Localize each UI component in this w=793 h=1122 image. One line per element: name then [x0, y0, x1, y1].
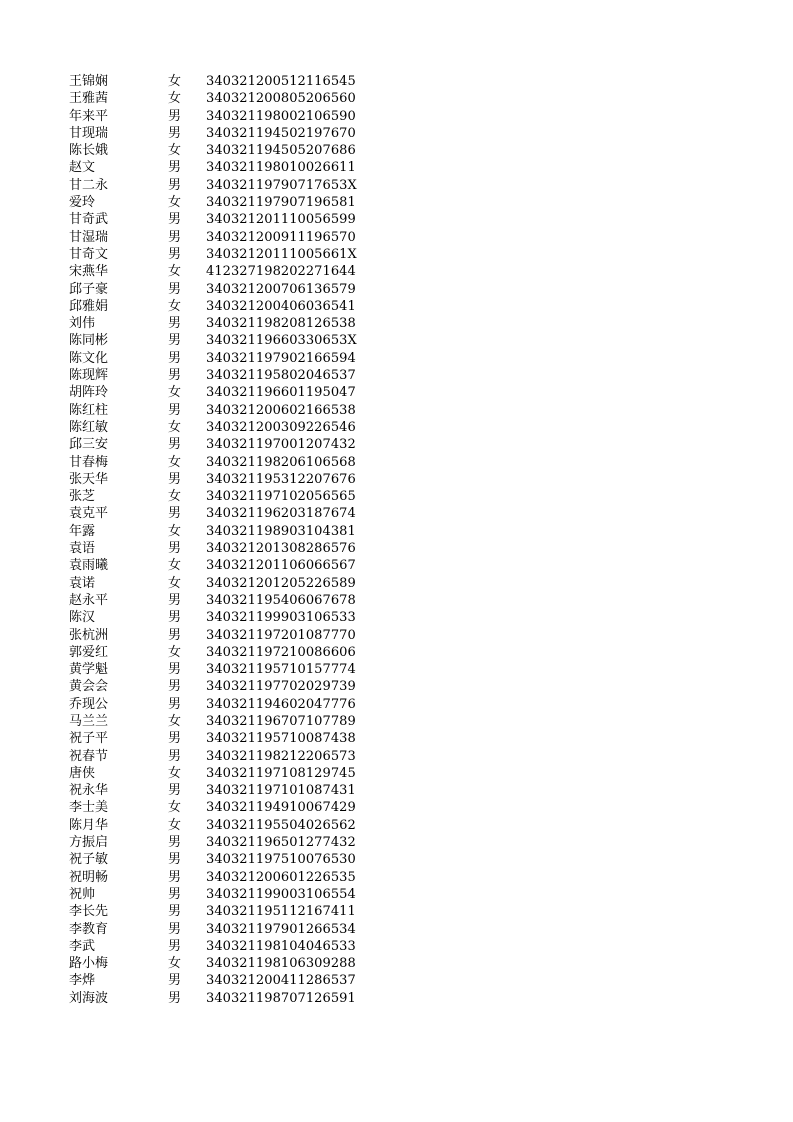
- gender-cell: 男: [168, 696, 182, 712]
- gender-cell: 女: [168, 419, 182, 435]
- id-number-cell: 340321198002106590: [206, 108, 356, 124]
- name-cell: 李长先: [69, 904, 109, 920]
- table-row: [0, 436, 793, 453]
- name-cell: 路小梅: [69, 956, 109, 972]
- id-number-cell: 340321198010026611: [206, 160, 356, 176]
- id-number-cell: 340321197108129745: [206, 765, 356, 781]
- table-row: [0, 263, 793, 280]
- gender-cell: 女: [168, 298, 182, 314]
- gender-cell: 男: [168, 333, 182, 349]
- name-cell: 祝明畅: [69, 869, 109, 885]
- name-cell: 祝子敏: [69, 852, 109, 868]
- id-number-cell: 34032119790717653X: [206, 177, 357, 193]
- id-number-cell: 340321198104046533: [206, 938, 356, 954]
- name-cell: 刘海波: [69, 990, 109, 1006]
- table-row: [0, 799, 793, 816]
- id-number-cell: 340321200805206560: [206, 91, 356, 107]
- id-number-cell: 340321198903104381: [206, 523, 356, 539]
- id-number-cell: 412327198202271644: [206, 264, 356, 280]
- gender-cell: 男: [168, 402, 182, 418]
- id-number-cell: 340321195406067678: [206, 592, 356, 608]
- gender-cell: 男: [168, 368, 182, 384]
- gender-cell: 男: [168, 835, 182, 851]
- name-cell: 刘伟: [69, 316, 96, 332]
- id-number-cell: 340321195312207676: [206, 471, 356, 487]
- name-cell: 黄会会: [69, 679, 109, 695]
- table-row: [0, 575, 793, 592]
- table-row: [0, 678, 793, 695]
- gender-cell: 男: [168, 108, 182, 124]
- table-row: [0, 990, 793, 1007]
- table-row: [0, 419, 793, 436]
- table-row: [0, 367, 793, 384]
- table-row: [0, 886, 793, 903]
- table-row: [0, 782, 793, 799]
- id-number-cell: 340321197001207432: [206, 437, 356, 453]
- id-number-cell: 340321195112167411: [206, 904, 356, 920]
- gender-cell: 男: [168, 437, 182, 453]
- table-row: [0, 869, 793, 886]
- table-row: [0, 834, 793, 851]
- table-row: [0, 523, 793, 540]
- name-cell: 陈汉: [69, 610, 96, 626]
- gender-cell: 男: [168, 281, 182, 297]
- table-row: [0, 471, 793, 488]
- id-number-cell: 340321200406036541: [206, 298, 356, 314]
- table-row: [0, 903, 793, 920]
- id-number-cell: 340321197210086606: [206, 644, 356, 660]
- table-row: [0, 627, 793, 644]
- name-cell: 邱雅娟: [69, 298, 109, 314]
- gender-cell: 女: [168, 143, 182, 159]
- table-row: [0, 696, 793, 713]
- name-cell: 祝帅: [69, 886, 96, 902]
- id-number-cell: 340321197102056565: [206, 489, 356, 505]
- gender-cell: 女: [168, 765, 182, 781]
- id-number-cell: 340321195802046537: [206, 368, 356, 384]
- name-cell: 李武: [69, 938, 96, 954]
- id-number-cell: 340321195710157774: [206, 662, 356, 678]
- name-cell: 乔现公: [69, 696, 109, 712]
- id-number-cell: 340321197902166594: [206, 350, 356, 366]
- name-cell: 陈现辉: [69, 368, 109, 384]
- name-cell: 陈文化: [69, 350, 109, 366]
- table-row: [0, 315, 793, 332]
- name-cell: 陈长娥: [69, 143, 109, 159]
- name-cell: 祝永华: [69, 783, 109, 799]
- table-row: [0, 73, 793, 90]
- gender-cell: 男: [168, 904, 182, 920]
- name-cell: 宋燕华: [69, 264, 109, 280]
- name-cell: 唐侠: [69, 765, 96, 781]
- id-number-cell: 340321200309226546: [206, 419, 356, 435]
- id-number-cell: 340321194602047776: [206, 696, 356, 712]
- id-number-cell: 340321198707126591: [206, 990, 356, 1006]
- gender-cell: 女: [168, 489, 182, 505]
- id-number-cell: 340321200512116545: [206, 74, 356, 89]
- gender-cell: 女: [168, 644, 182, 660]
- gender-cell: 男: [168, 679, 182, 695]
- name-cell: 王锦娴: [69, 74, 109, 89]
- id-number-cell: 340321198206106568: [206, 454, 356, 470]
- gender-cell: 女: [168, 523, 182, 539]
- gender-cell: 男: [168, 350, 182, 366]
- name-cell: 祝子平: [69, 731, 109, 747]
- gender-cell: 男: [168, 921, 182, 937]
- id-number-cell: 340321195710087438: [206, 731, 356, 747]
- name-cell: 方振启: [69, 835, 109, 851]
- gender-cell: 男: [168, 246, 182, 262]
- table-row: [0, 765, 793, 782]
- id-number-cell: 340321201205226589: [206, 575, 356, 591]
- gender-cell: 男: [168, 506, 182, 522]
- table-row: [0, 661, 793, 678]
- gender-cell: 男: [168, 610, 182, 626]
- table-row: [0, 177, 793, 194]
- gender-cell: 女: [168, 454, 182, 470]
- id-number-cell: 340321195504026562: [206, 817, 356, 833]
- name-cell: 祝春节: [69, 748, 109, 764]
- gender-cell: 女: [168, 713, 182, 729]
- table-row: [0, 108, 793, 125]
- table-row: [0, 488, 793, 505]
- id-number-cell: 340321196203187674: [206, 506, 356, 522]
- table-row: [0, 972, 793, 989]
- name-cell: 马兰兰: [69, 713, 109, 729]
- id-number-cell: 340321200602166538: [206, 402, 356, 418]
- name-cell: 甘二永: [69, 177, 109, 193]
- table-row: [0, 402, 793, 419]
- id-number-cell: 340321197702029739: [206, 679, 356, 695]
- id-number-cell: 340321197510076530: [206, 852, 356, 868]
- table-row: [0, 211, 793, 228]
- table-row: [0, 125, 793, 142]
- id-number-cell: 340321200911196570: [206, 229, 356, 245]
- name-cell: 袁雨曦: [69, 558, 109, 574]
- gender-cell: 男: [168, 852, 182, 868]
- gender-cell: 男: [168, 471, 182, 487]
- id-number-cell: 340321197101087431: [206, 783, 356, 799]
- id-number-cell: 340321199003106554: [206, 886, 356, 902]
- table-row: [0, 142, 793, 159]
- name-cell: 陈月华: [69, 817, 109, 833]
- name-cell: 甘奇文: [69, 246, 109, 262]
- table-row: [0, 505, 793, 522]
- name-cell: 王雅茜: [69, 91, 109, 107]
- name-cell: 张杭洲: [69, 627, 109, 643]
- name-cell: 甘湿瑞: [69, 229, 109, 245]
- id-number-cell: 340321196601195047: [206, 385, 356, 401]
- gender-cell: 女: [168, 956, 182, 972]
- table-row: [0, 229, 793, 246]
- table-row: [0, 748, 793, 765]
- id-number-cell: 340321197901266534: [206, 921, 356, 937]
- gender-cell: 男: [168, 783, 182, 799]
- record-table: [0, 73, 793, 1007]
- gender-cell: 男: [168, 541, 182, 557]
- name-cell: 袁克平: [69, 506, 109, 522]
- name-cell: 甘春梅: [69, 454, 109, 470]
- table-row: [0, 921, 793, 938]
- gender-cell: 男: [168, 160, 182, 176]
- gender-cell: 女: [168, 195, 182, 211]
- gender-cell: 男: [168, 748, 182, 764]
- gender-cell: 男: [168, 177, 182, 193]
- gender-cell: 男: [168, 212, 182, 228]
- id-number-cell: 340321194910067429: [206, 800, 356, 816]
- id-number-cell: 340321201308286576: [206, 541, 356, 557]
- id-number-cell: 340321194505207686: [206, 143, 356, 159]
- table-row: [0, 194, 793, 211]
- table-row: [0, 730, 793, 747]
- gender-cell: 女: [168, 91, 182, 107]
- table-row: [0, 938, 793, 955]
- table-row: [0, 713, 793, 730]
- name-cell: 甘现瑞: [69, 125, 109, 141]
- name-cell: 李士美: [69, 800, 109, 816]
- name-cell: 郭爱红: [69, 644, 109, 660]
- table-row: [0, 90, 793, 107]
- name-cell: 胡阵玲: [69, 385, 109, 401]
- table-row: [0, 350, 793, 367]
- table-row: [0, 454, 793, 471]
- gender-cell: 女: [168, 264, 182, 280]
- name-cell: 赵永平: [69, 592, 109, 608]
- table-row: [0, 955, 793, 972]
- name-cell: 张天华: [69, 471, 109, 487]
- id-number-cell: 340321199903106533: [206, 610, 356, 626]
- gender-cell: 男: [168, 627, 182, 643]
- table-row: [0, 557, 793, 574]
- gender-cell: 女: [168, 558, 182, 574]
- gender-cell: 男: [168, 990, 182, 1006]
- name-cell: 李烨: [69, 973, 96, 989]
- table-row: [0, 246, 793, 263]
- name-cell: 袁语: [69, 541, 96, 557]
- id-number-cell: 340321196707107789: [206, 713, 356, 729]
- id-number-cell: 340321201106066567: [206, 558, 356, 574]
- name-cell: 赵文: [69, 160, 96, 176]
- id-number-cell: 340321198106309288: [206, 956, 356, 972]
- name-cell: 邱子豪: [69, 281, 109, 297]
- id-number-cell: 340321200601226535: [206, 869, 356, 885]
- table-row: [0, 592, 793, 609]
- name-cell: 陈红柱: [69, 402, 109, 418]
- id-number-cell: 340321200411286537: [206, 973, 356, 989]
- name-cell: 邱三安: [69, 437, 109, 453]
- gender-cell: 女: [168, 817, 182, 833]
- name-cell: 甘奇武: [69, 212, 109, 228]
- gender-cell: 男: [168, 973, 182, 989]
- name-cell: 年露: [69, 523, 96, 539]
- id-number-cell: 34032119660330653X: [206, 333, 357, 349]
- gender-cell: 女: [168, 385, 182, 401]
- table-row: [0, 159, 793, 176]
- gender-cell: 男: [168, 938, 182, 954]
- table-row: [0, 332, 793, 349]
- gender-cell: 男: [168, 125, 182, 141]
- id-number-cell: 340321201110056599: [206, 212, 356, 228]
- id-number-cell: 340321196501277432: [206, 835, 356, 851]
- table-row: [0, 644, 793, 661]
- gender-cell: 男: [168, 886, 182, 902]
- gender-cell: 女: [168, 575, 182, 591]
- gender-cell: 男: [168, 316, 182, 332]
- id-number-cell: 340321194502197670: [206, 125, 356, 141]
- name-cell: 年来平: [69, 108, 109, 124]
- gender-cell: 男: [168, 869, 182, 885]
- table-row: [0, 609, 793, 626]
- name-cell: 黄学魁: [69, 662, 109, 678]
- table-row: [0, 281, 793, 298]
- id-number-cell: 34032120111005661X: [206, 246, 357, 262]
- table-row: [0, 384, 793, 401]
- name-cell: 张芝: [69, 489, 96, 505]
- gender-cell: 女: [168, 74, 182, 89]
- table-row: [0, 851, 793, 868]
- gender-cell: 男: [168, 592, 182, 608]
- name-cell: 爱玲: [69, 195, 96, 211]
- id-number-cell: 340321197907196581: [206, 195, 356, 211]
- id-number-cell: 340321197201087770: [206, 627, 356, 643]
- name-cell: 陈同彬: [69, 333, 109, 349]
- id-number-cell: 340321198212206573: [206, 748, 356, 764]
- name-cell: 李教育: [69, 921, 109, 937]
- gender-cell: 男: [168, 229, 182, 245]
- gender-cell: 男: [168, 731, 182, 747]
- name-cell: 袁诺: [69, 575, 96, 591]
- table-row: [0, 540, 793, 557]
- id-number-cell: 340321200706136579: [206, 281, 356, 297]
- id-number-cell: 340321198208126538: [206, 316, 356, 332]
- name-cell: 陈红敏: [69, 419, 109, 435]
- table-row: [0, 298, 793, 315]
- gender-cell: 女: [168, 800, 182, 816]
- gender-cell: 男: [168, 662, 182, 678]
- table-row: [0, 817, 793, 834]
